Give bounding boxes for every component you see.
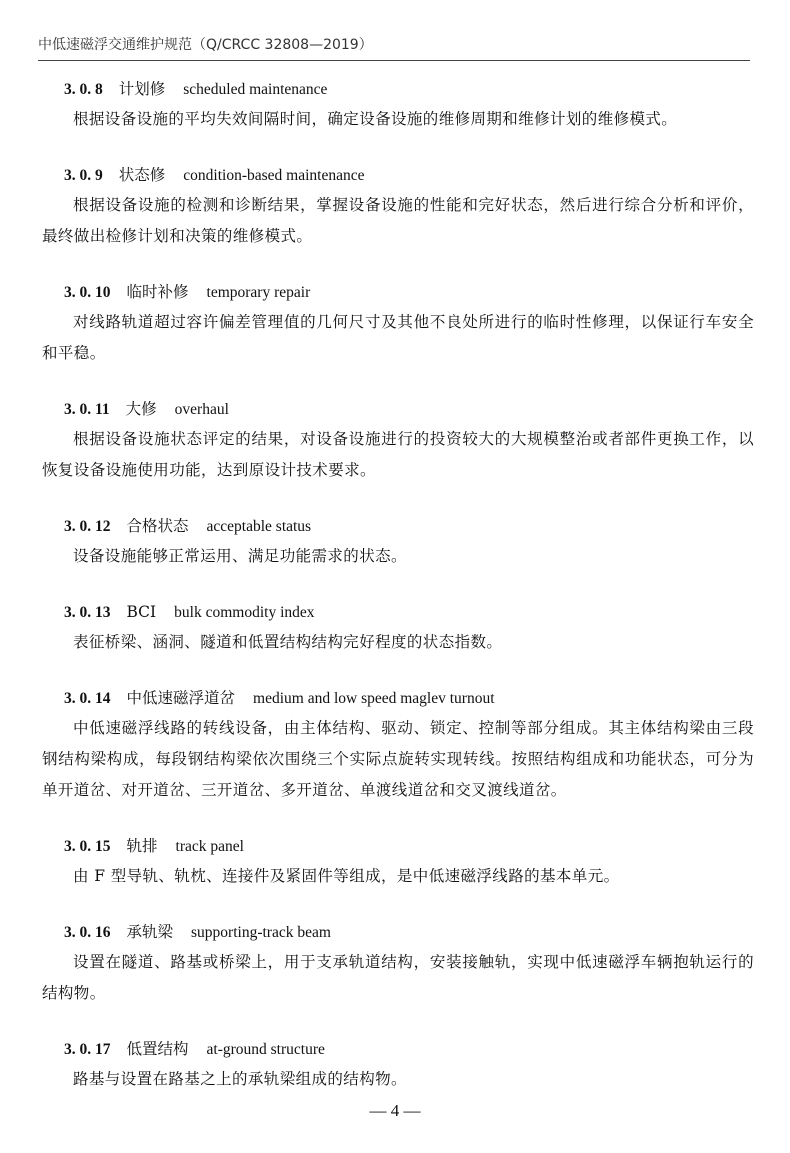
term-chinese: 轨排 xyxy=(126,837,158,855)
term-chinese: 合格状态 xyxy=(126,517,189,535)
term-number: 3. 0. 10 xyxy=(64,284,111,301)
term-heading xyxy=(64,160,754,190)
term-entry xyxy=(42,917,754,1009)
term-heading xyxy=(64,597,754,627)
term-heading xyxy=(64,831,754,861)
term-english: at-ground structure xyxy=(206,1041,325,1058)
term-entry xyxy=(64,511,754,572)
terms-list xyxy=(42,74,754,1120)
term-number: 3. 0. 11 xyxy=(64,401,110,418)
term-definition: 表征桥梁、涵洞、隧道和低置结构结构完好程度的状态指数。 xyxy=(73,633,503,651)
term-definition: 由 F 型导轨、轨枕、连接件及紧固件等组成，是中低速磁浮线路的基本单元。 xyxy=(73,867,620,885)
term-number: 3. 0. 15 xyxy=(64,838,111,855)
term-heading xyxy=(64,917,754,947)
term-chinese: 大修 xyxy=(125,400,157,418)
term-entry xyxy=(64,597,754,658)
term-number: 3. 0. 8 xyxy=(64,81,103,98)
term-english: track panel xyxy=(175,838,244,855)
term-definition: 根据设备设施状态评定的结果，对设备设施进行的投资较大的大规模整治或者部件更换工作，以恢复设备设施使用功能，达到原设计技术要求。 xyxy=(42,430,754,479)
term-heading xyxy=(64,394,754,424)
term-english: scheduled maintenance xyxy=(183,81,328,98)
term-number: 3. 0. 17 xyxy=(64,1041,111,1058)
term-heading xyxy=(64,511,754,541)
term-chinese: 低置结构 xyxy=(126,1040,189,1058)
term-english: overhaul xyxy=(174,401,229,418)
term-definition: 中低速磁浮线路的转线设备，由主体结构、驱动、锁定、控制等部分组成。其主体结构梁由三段钢结构梁构成，每段钢结构梁依次围绕三个实际点旋转实现转线。按照结构组成和功能状态，可分为单开道岔、对开道岔、三开道岔、多开道岔、单渡线道岔和交叉渡线道岔。 xyxy=(42,719,754,799)
term-entry xyxy=(64,831,754,892)
term-definition: 设备设施能够正常运用、满足功能需求的状态。 xyxy=(73,547,407,565)
term-heading xyxy=(64,277,754,307)
term-entry xyxy=(64,74,754,135)
term-number: 3. 0. 13 xyxy=(64,604,111,621)
term-definition: 根据设备设施的平均失效间隔时间，确定设备设施的维修周期和维修计划的维修模式。 xyxy=(73,110,678,128)
term-chinese: 计划修 xyxy=(118,80,166,98)
term-number: 3. 0. 16 xyxy=(64,924,111,941)
term-chinese: 状态修 xyxy=(118,166,166,184)
term-chinese: 承轨梁 xyxy=(126,923,174,941)
term-definition: 设置在隧道、路基或桥梁上，用于支承轨道结构，安装接触轨，实现中低速磁浮车辆抱轨运行的结构物。 xyxy=(42,953,754,1002)
term-chinese: BCI xyxy=(126,603,157,621)
page-number: — 4 — xyxy=(369,1101,421,1120)
term-english: medium and low speed maglev turnout xyxy=(253,690,495,707)
term-entry xyxy=(42,683,754,806)
running-header: 中低速磁浮交通维护规范（Q/CRCC 32808—2019） xyxy=(38,37,373,53)
term-definition: 路基与设置在路基之上的承轨梁组成的结构物。 xyxy=(73,1070,407,1088)
term-heading xyxy=(64,683,754,713)
term-heading xyxy=(64,74,754,104)
term-entry xyxy=(42,394,754,486)
term-entry xyxy=(42,277,754,369)
term-chinese: 临时补修 xyxy=(126,283,189,301)
term-english: condition-based maintenance xyxy=(183,167,365,184)
term-entry xyxy=(64,1034,754,1095)
term-english: temporary repair xyxy=(206,284,311,301)
term-english: acceptable status xyxy=(206,518,312,535)
term-chinese: 中低速磁浮道岔 xyxy=(126,689,236,707)
term-definition: 对线路轨道超过容许偏差管理值的几何尺寸及其他不良处所进行的临时性修理，以保证行车安全和平稳。 xyxy=(42,313,754,362)
term-number: 3. 0. 14 xyxy=(64,690,111,707)
term-definition: 根据设备设施的检测和诊断结果，掌握设备设施的性能和完好状态，然后进行综合分析和评价，最终做出检修计划和决策的维修模式。 xyxy=(42,196,754,245)
term-heading xyxy=(64,1034,754,1064)
term-number: 3. 0. 9 xyxy=(64,167,103,184)
term-entry xyxy=(42,160,754,252)
term-english: supporting-track beam xyxy=(191,924,331,941)
term-number: 3. 0. 12 xyxy=(64,518,111,535)
header-rule xyxy=(38,60,750,61)
term-english: bulk commodity index xyxy=(174,604,315,621)
